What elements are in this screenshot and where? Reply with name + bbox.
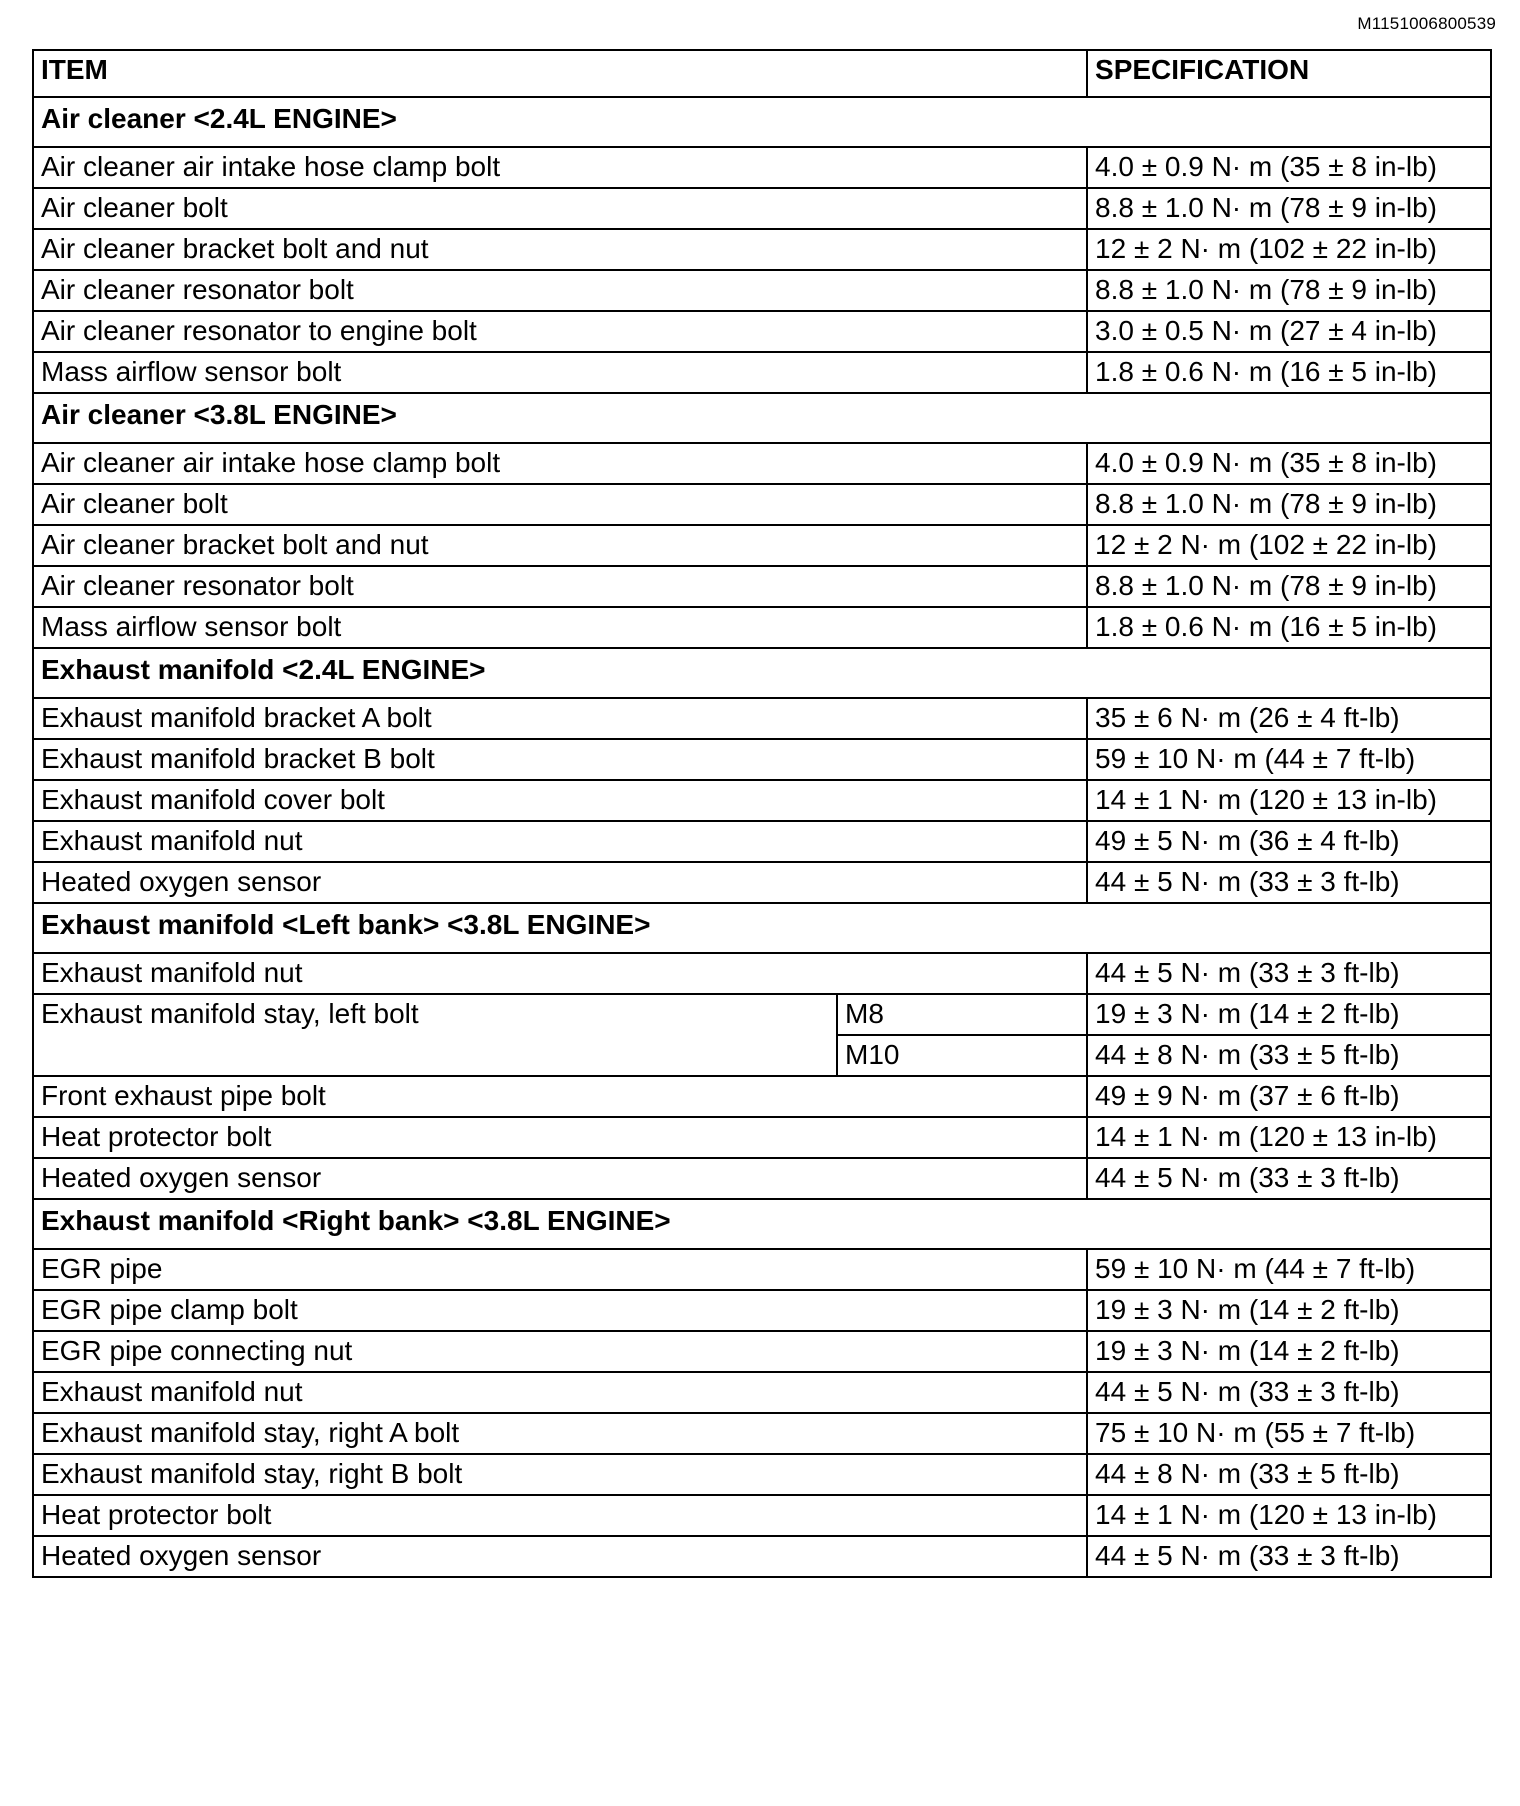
spec-cell: 44 ± 5 N· m (33 ± 3 ft-lb) [1087, 1372, 1491, 1413]
item-cell: Exhaust manifold stay, right B bolt [33, 1454, 1087, 1495]
table-row [33, 1454, 1491, 1495]
item-cell: Air cleaner air intake hose clamp bolt [33, 443, 1087, 484]
spec-cell: 59 ± 10 N· m (44 ± 7 ft-lb) [1087, 739, 1491, 780]
header-item: ITEM [33, 50, 1087, 97]
item-cell: Mass airflow sensor bolt [33, 352, 1087, 393]
table-body [33, 97, 1491, 1577]
spec-cell: 1.8 ± 0.6 N· m (16 ± 5 in-lb) [1087, 607, 1491, 648]
spec-cell: 8.8 ± 1.0 N· m (78 ± 9 in-lb) [1087, 270, 1491, 311]
spec-cell: 75 ± 10 N· m (55 ± 7 ft-lb) [1087, 1413, 1491, 1454]
section-header-row [33, 648, 1491, 698]
spec-cell: 59 ± 10 N· m (44 ± 7 ft-lb) [1087, 1249, 1491, 1290]
spec-cell: 44 ± 8 N· m (33 ± 5 ft-lb) [1087, 1035, 1491, 1076]
item-cell: Mass airflow sensor bolt [33, 607, 1087, 648]
item-cell: Exhaust manifold stay, left bolt [33, 994, 837, 1076]
table-row [33, 1290, 1491, 1331]
spec-cell: 3.0 ± 0.5 N· m (27 ± 4 in-lb) [1087, 311, 1491, 352]
section-header-row [33, 1199, 1491, 1249]
table-row [33, 188, 1491, 229]
torque-spec-table [32, 49, 1492, 1578]
table-row [33, 1158, 1491, 1199]
spec-cell: 4.0 ± 0.9 N· m (35 ± 8 in-lb) [1087, 147, 1491, 188]
spec-cell: 12 ± 2 N· m (102 ± 22 in-lb) [1087, 229, 1491, 270]
table-row [33, 566, 1491, 607]
item-cell: Exhaust manifold nut [33, 953, 1087, 994]
section-title: Exhaust manifold <2.4L ENGINE> [33, 648, 1491, 698]
table-row [33, 780, 1491, 821]
table-row [33, 739, 1491, 780]
item-cell: Air cleaner air intake hose clamp bolt [33, 147, 1087, 188]
section-header-row [33, 393, 1491, 443]
table-row [33, 484, 1491, 525]
spec-cell: 8.8 ± 1.0 N· m (78 ± 9 in-lb) [1087, 566, 1491, 607]
document-id: M1151006800539 [1357, 14, 1496, 33]
spec-cell: 1.8 ± 0.6 N· m (16 ± 5 in-lb) [1087, 352, 1491, 393]
table-row [33, 1536, 1491, 1577]
section-title: Air cleaner <2.4L ENGINE> [33, 97, 1491, 147]
table-row [33, 994, 1491, 1035]
item-cell: Exhaust manifold bracket A bolt [33, 698, 1087, 739]
spec-cell: 12 ± 2 N· m (102 ± 22 in-lb) [1087, 525, 1491, 566]
spec-cell: 8.8 ± 1.0 N· m (78 ± 9 in-lb) [1087, 188, 1491, 229]
table-row [33, 443, 1491, 484]
item-cell: Air cleaner bracket bolt and nut [33, 229, 1087, 270]
spec-cell: 44 ± 5 N· m (33 ± 3 ft-lb) [1087, 953, 1491, 994]
section-title: Exhaust manifold <Left bank> <3.8L ENGINE> [33, 903, 1491, 953]
spec-cell: 44 ± 5 N· m (33 ± 3 ft-lb) [1087, 1536, 1491, 1577]
spec-cell: 19 ± 3 N· m (14 ± 2 ft-lb) [1087, 1331, 1491, 1372]
table-row [33, 953, 1491, 994]
item-cell: Exhaust manifold stay, right A bolt [33, 1413, 1087, 1454]
spec-cell: 14 ± 1 N· m (120 ± 13 in-lb) [1087, 1117, 1491, 1158]
item-cell: EGR pipe connecting nut [33, 1331, 1087, 1372]
item-cell: Air cleaner resonator bolt [33, 566, 1087, 607]
item-cell: Exhaust manifold nut [33, 821, 1087, 862]
item-cell: Air cleaner bracket bolt and nut [33, 525, 1087, 566]
header-row [33, 50, 1491, 97]
spec-cell: 44 ± 5 N· m (33 ± 3 ft-lb) [1087, 1158, 1491, 1199]
table-row [33, 821, 1491, 862]
item-cell: Front exhaust pipe bolt [33, 1076, 1087, 1117]
spec-cell: 8.8 ± 1.0 N· m (78 ± 9 in-lb) [1087, 484, 1491, 525]
item-cell: EGR pipe [33, 1249, 1087, 1290]
table-row [33, 1372, 1491, 1413]
item-cell: Exhaust manifold cover bolt [33, 780, 1087, 821]
table-row [33, 1331, 1491, 1372]
item-cell: EGR pipe clamp bolt [33, 1290, 1087, 1331]
item-cell: Heat protector bolt [33, 1495, 1087, 1536]
table-row [33, 270, 1491, 311]
table-row [33, 1413, 1491, 1454]
table-row [33, 1249, 1491, 1290]
table-row [33, 1076, 1491, 1117]
spec-cell: 4.0 ± 0.9 N· m (35 ± 8 in-lb) [1087, 443, 1491, 484]
table-row [33, 862, 1491, 903]
header-specification: SPECIFICATION [1087, 50, 1491, 97]
table-row [33, 1117, 1491, 1158]
spec-cell: 14 ± 1 N· m (120 ± 13 in-lb) [1087, 1495, 1491, 1536]
section-header-row [33, 97, 1491, 147]
spec-cell: 35 ± 6 N· m (26 ± 4 ft-lb) [1087, 698, 1491, 739]
size-cell: M10 [837, 1035, 1087, 1076]
spec-cell: 19 ± 3 N· m (14 ± 2 ft-lb) [1087, 1290, 1491, 1331]
spec-cell: 19 ± 3 N· m (14 ± 2 ft-lb) [1087, 994, 1491, 1035]
item-cell: Air cleaner bolt [33, 188, 1087, 229]
table-row [33, 1495, 1491, 1536]
spec-cell: 49 ± 9 N· m (37 ± 6 ft-lb) [1087, 1076, 1491, 1117]
table-row [33, 607, 1491, 648]
item-cell: Air cleaner resonator to engine bolt [33, 311, 1087, 352]
section-header-row [33, 903, 1491, 953]
spec-cell: 44 ± 5 N· m (33 ± 3 ft-lb) [1087, 862, 1491, 903]
section-title: Exhaust manifold <Right bank> <3.8L ENGINE> [33, 1199, 1491, 1249]
table-row [33, 698, 1491, 739]
item-cell: Air cleaner bolt [33, 484, 1087, 525]
section-title: Air cleaner <3.8L ENGINE> [33, 393, 1491, 443]
table-row [33, 147, 1491, 188]
item-cell: Heat protector bolt [33, 1117, 1087, 1158]
spec-cell: 44 ± 8 N· m (33 ± 5 ft-lb) [1087, 1454, 1491, 1495]
item-cell: Heated oxygen sensor [33, 862, 1087, 903]
item-cell: Heated oxygen sensor [33, 1158, 1087, 1199]
size-cell: M8 [837, 994, 1087, 1035]
item-cell: Exhaust manifold nut [33, 1372, 1087, 1413]
item-cell: Air cleaner resonator bolt [33, 270, 1087, 311]
table-row [33, 352, 1491, 393]
table-row [33, 229, 1491, 270]
table-row [33, 525, 1491, 566]
spec-cell: 14 ± 1 N· m (120 ± 13 in-lb) [1087, 780, 1491, 821]
item-cell: Exhaust manifold bracket B bolt [33, 739, 1087, 780]
item-cell: Heated oxygen sensor [33, 1536, 1087, 1577]
spec-cell: 49 ± 5 N· m (36 ± 4 ft-lb) [1087, 821, 1491, 862]
table-row [33, 311, 1491, 352]
